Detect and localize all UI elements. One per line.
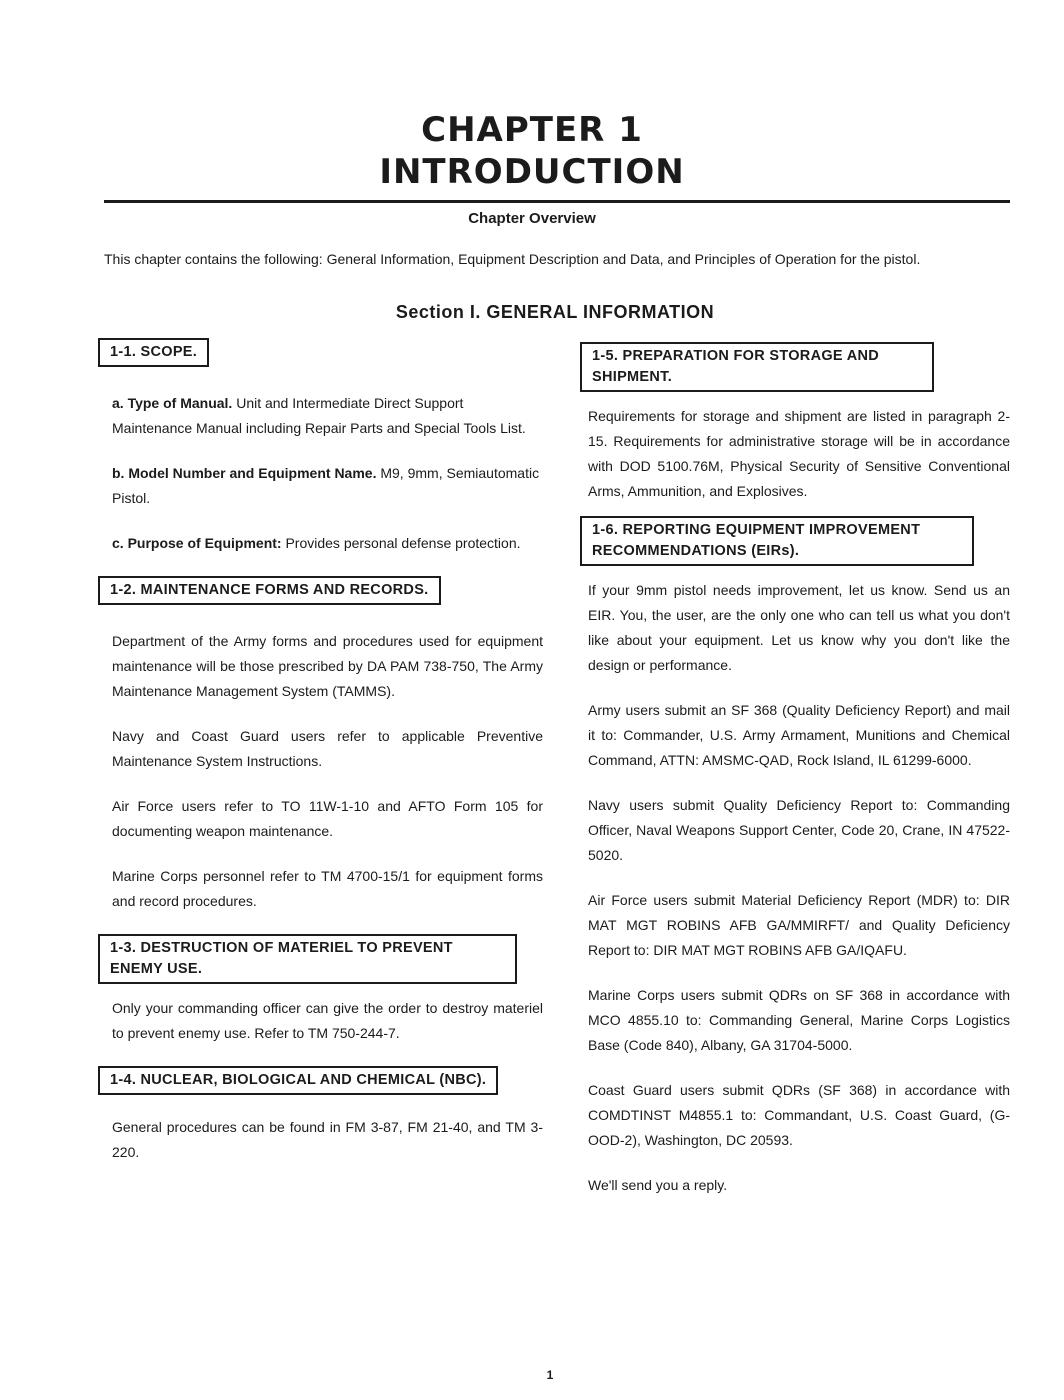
left-column	[98, 338, 543, 1165]
right-column	[580, 342, 1010, 1198]
paragraph-1-2-marine-corps: Marine Corps personnel refer to TM 4700-15/1 for equipment forms and record procedures.	[112, 868, 543, 909]
paragraph-1-1-c-text: Provides personal defense protection.	[281, 535, 521, 551]
paragraph-1-1-b-lead: b. Model Number and Equipment Name.	[112, 465, 377, 481]
title-divider	[104, 200, 1010, 203]
section-title: Section I. GENERAL INFORMATION	[395, 302, 715, 322]
paragraph-1-4: General procedures can be found in FM 3-87, FM 21-40, and TM 3-220.	[112, 1119, 543, 1160]
paragraph-1-5: Requirements for storage and shipment are listed in paragraph 2-15. Requirements for administrative storage will be in accordance with DOD 5100.76M, Physical Security of Sensitive Conventional Arms, Ammunition, and Explosives.	[588, 408, 1010, 499]
paragraph-1-6-navy: Navy users submit Quality Deficiency Report to: Commanding Officer, Naval Weapons Support Center, Code 20, Crane, IN 47522-5020.	[588, 797, 1010, 863]
paragraph-1-1-b	[98, 461, 543, 511]
paragraph-1-3: Only your commanding officer can give the order to destroy materiel to prevent enemy use. Refer to TM 750-244-7.	[112, 1000, 543, 1041]
paragraph-1-1-b-text: M9, 9mm, Semiautomatic Pistol.	[112, 465, 540, 506]
heading-1-1-scope: 1-1. SCOPE.	[98, 338, 209, 367]
paragraph-1-6-air-force: Air Force users submit Material Deficiency Report (MDR) to: DIR MAT MGT ROBINS AFB GA/MMIRFT/ and Quality Deficiency Report to: DIR MAT MGT ROBINS AFB GA/IQAFU.	[588, 892, 1010, 958]
paragraph-1-6-coast-guard: Coast Guard users submit QDRs (SF 368) in accordance with COMDTINST M4855.1 to: Commandant, U.S. Coast Guard, (G-OOD-2), Washington, DC 20593.	[588, 1082, 1010, 1148]
paragraph-1-6-intro: If your 9mm pistol needs improvement, let us know. Send us an EIR. You, the user, are the only one who can tell us what you don't like about your equipment. Let us know why you don't like the design or performance.	[588, 582, 1010, 673]
paragraph-1-2-navy: Navy and Coast Guard users refer to applicable Preventive Maintenance System Instructions.	[112, 728, 543, 769]
paragraph-1-2-army: Department of the Army forms and procedures used for equipment maintenance will be those prescribed by DA PAM 738-750, The Army Maintenance Management System (TAMMS).	[112, 633, 543, 699]
paragraph-1-1-c	[98, 531, 543, 556]
paragraph-1-6-marine-corps: Marine Corps users submit QDRs on SF 368 in accordance with MCO 4855.10 to: Commanding General, Marine Corps Logistics Base (Code 840), Albany, GA 31704-5000.	[588, 987, 1010, 1053]
paragraph-1-1-a-lead: a. Type of Manual.	[112, 395, 233, 411]
heading-1-2-maintenance-forms: 1-2. MAINTENANCE FORMS AND RECORDS.	[98, 576, 441, 605]
chapter-number: CHAPTER 1	[421, 110, 643, 150]
heading-1-6-eir: 1-6. REPORTING EQUIPMENT IMPROVEMENT RECOMMENDATIONS (EIRs).	[580, 516, 974, 566]
heading-1-5-storage: 1-5. PREPARATION FOR STORAGE AND SHIPMENT.	[580, 342, 934, 392]
page-number: 1	[546, 1368, 554, 1382]
chapter-title: INTRODUCTION	[379, 152, 685, 192]
paragraph-1-6-army: Army users submit an SF 368 (Quality Deficiency Report) and mail it to: Commander, U.S. Army Armament, Munitions and Chemical Command, ATTN: AMSMC-QAD, Rock Island, IL 61299-6000.	[588, 702, 1010, 768]
paragraph-1-2-air-force: Air Force users refer to TO 11W-1-10 and AFTO Form 105 for documenting weapon maintenance.	[112, 798, 543, 839]
chapter-overview-heading: Chapter Overview	[468, 210, 596, 227]
chapter-overview-text: This chapter contains the following: General Information, Equipment Description and Data, and Principles of Operation for the pistol.	[104, 251, 921, 267]
paragraph-1-6-reply: We'll send you a reply.	[588, 1177, 728, 1193]
heading-1-4-nbc: 1-4. NUCLEAR, BIOLOGICAL AND CHEMICAL (NBC).	[98, 1066, 498, 1095]
paragraph-1-1-a-text: Unit and Intermediate Direct Support Maintenance Manual including Repair Parts and Special Tools List.	[112, 395, 526, 436]
paragraph-1-1-a	[98, 391, 543, 441]
paragraph-1-1-c-lead: c. Purpose of Equipment:	[112, 535, 282, 551]
heading-1-3-destruction: 1-3. DESTRUCTION OF MATERIEL TO PREVENT ENEMY USE.	[98, 934, 517, 984]
